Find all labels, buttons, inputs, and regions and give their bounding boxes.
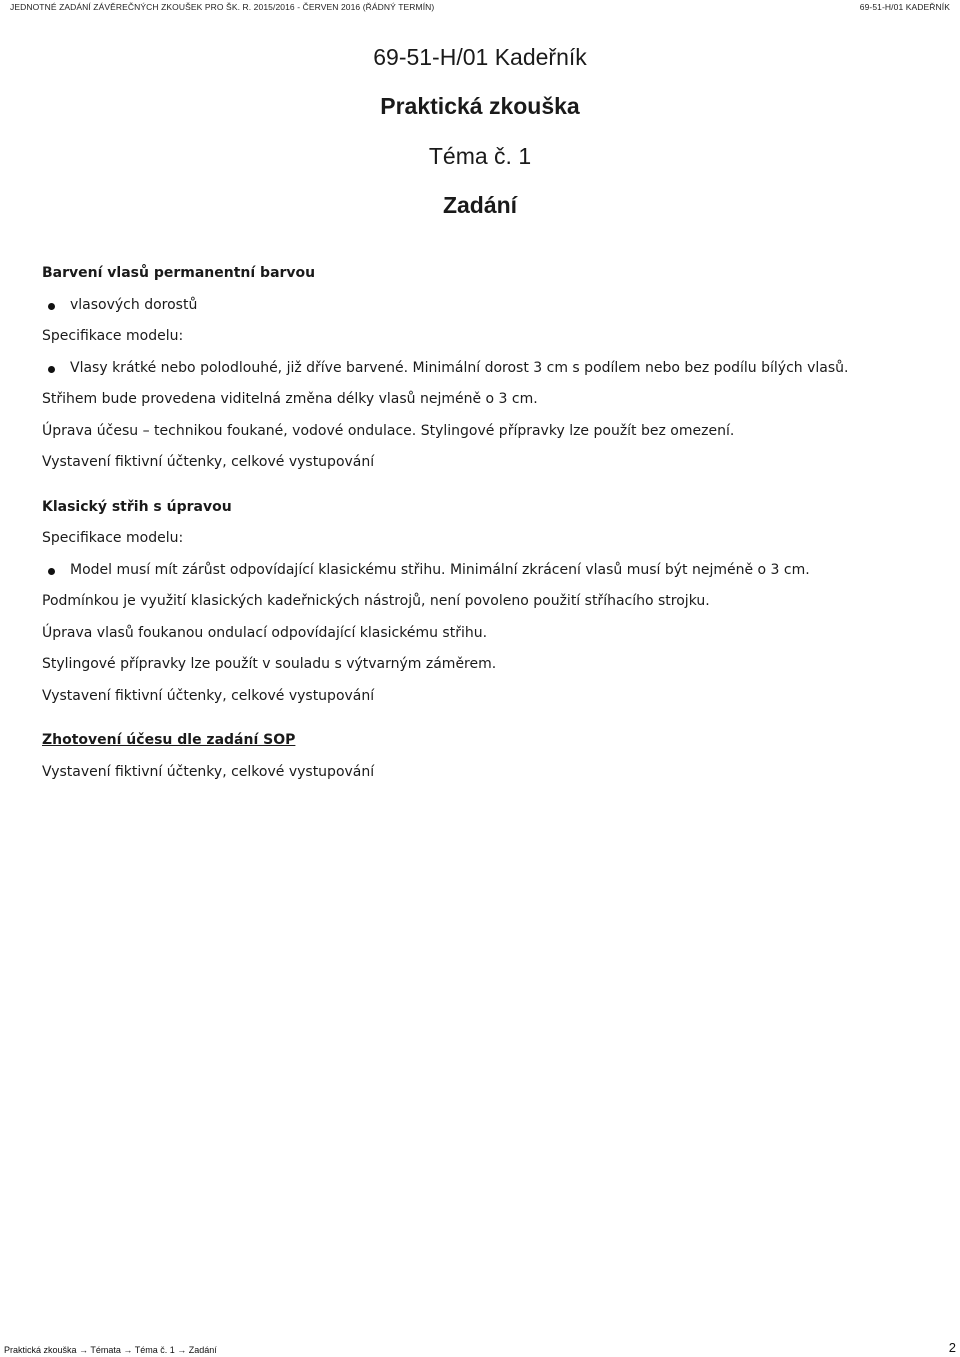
spec-label: Specifikace modelu: xyxy=(42,328,184,344)
list-item-text: Model musí mít zárůst odpovídající klasickému střihu. Minimální zkrácení vlasů musí být nejméně o 3 cm. xyxy=(70,561,810,578)
section-gap xyxy=(42,479,942,492)
theme-title: Téma č. 1 xyxy=(428,143,532,169)
spec-label: Specifikace modelu: xyxy=(42,530,184,546)
list-item xyxy=(42,290,942,322)
exam-title: Praktická zkouška xyxy=(380,93,580,119)
document-code-title: 69-51-H/01 Kadeřník xyxy=(373,44,587,70)
page-footer xyxy=(4,1339,956,1355)
task-title: Zadání xyxy=(442,192,518,218)
bullet-icon xyxy=(48,568,55,575)
page-number: 2 xyxy=(948,1340,956,1355)
section-gap xyxy=(42,712,942,725)
list-item-text: Vlasy krátké nebo polodlouhé, již dříve barvené. Minimální dorost 3 cm s podílem nebo bez podílu bílých vlasů. xyxy=(70,359,849,376)
list-item xyxy=(42,555,942,587)
paragraph-line: Úprava účesu – technikou foukané, vodové ondulace. Stylingové přípravky lze použít bez omezení. xyxy=(42,422,735,439)
breadcrumb: Praktická zkouška → Témata → Téma č. 1 → Zadání xyxy=(4,1345,217,1355)
paragraph-line: Úprava vlasů foukanou ondulací odpovídající klasickému střihu. xyxy=(42,624,488,641)
running-header-left: JEDNOTNÉ ZADÁNÍ ZÁVĚREČNÝCH ZKOUŠEK PRO ŠK. R. 2015/2016 - ČERVEN 2016 (ŘÁDNÝ TERMÍN) xyxy=(10,2,435,12)
bullet-icon xyxy=(48,303,55,310)
list-item xyxy=(42,353,942,385)
paragraph-line: Střihem bude provedena viditelná změna délky vlasů nejméně o 3 cm. xyxy=(42,391,538,407)
paragraph-line: Podmínkou je využití klasických kadeřnických nástrojů, není povoleno použití stříhacího strojku. xyxy=(42,593,710,609)
running-header xyxy=(10,2,950,14)
paragraph-line: Vystavení fiktivní účtenky, celkové vystupování xyxy=(42,687,375,704)
section-heading-classic-cut: Klasický střih s úpravou xyxy=(42,498,232,515)
section-heading-sop-hairstyle: Zhotovení účesu dle zadání SOP xyxy=(42,732,296,748)
section-heading-coloring: Barvení vlasů permanentní barvou xyxy=(42,265,316,281)
running-header-right: 69-51-H/01 KADEŘNÍK xyxy=(859,2,950,12)
document-body xyxy=(42,258,942,788)
list-item-text: vlasových dorostů xyxy=(70,296,198,313)
paragraph-line: Stylingové přípravky lze použít v souladu s výtvarným záměrem. xyxy=(42,656,497,672)
paragraph-line: Vystavení fiktivní účtenky, celkové vystupování xyxy=(42,763,375,780)
bullet-icon xyxy=(48,366,55,373)
paragraph-line: Vystavení fiktivní účtenky, celkové vystupování xyxy=(42,454,375,470)
